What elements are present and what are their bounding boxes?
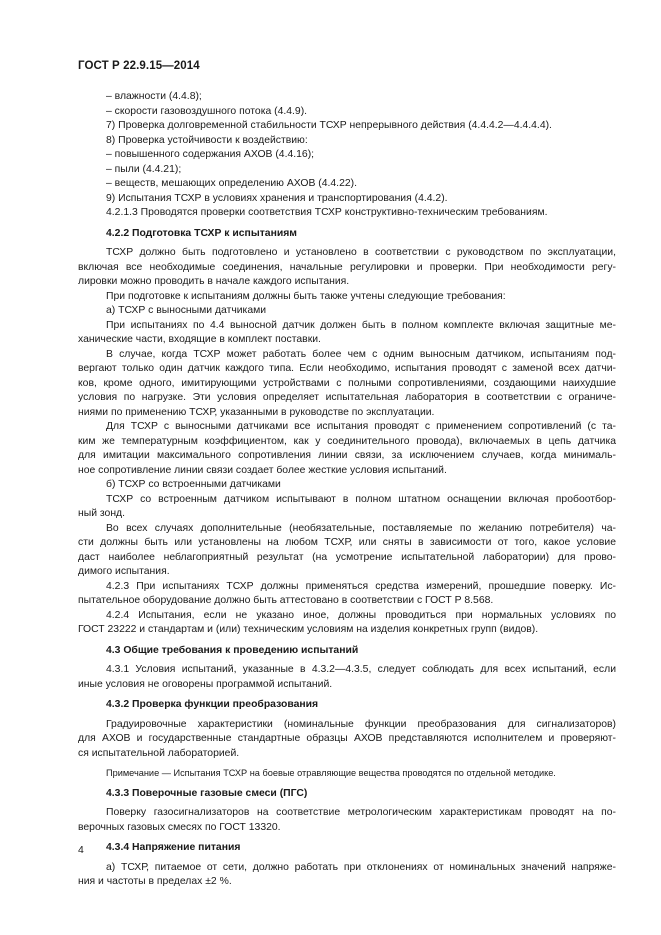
text-line: Поверку газосигнализаторов на соответствие метрологическим характеристикам проводят на по- [106,807,616,818]
text-line: 8) Проверка устойчивости к воздействию: [106,134,308,146]
text-line: б) ТСХР со встроенными датчиками [106,479,281,490]
text-line: ный зонд. [78,508,126,519]
text-line: ниями по применению ТСХР, указанными в руководстве по эксплуатации. [78,406,435,418]
text-line: – влажности (4.4.8); [106,91,202,102]
text-line: включая все необходимые соединения, начальные регулировки и проверки. При необходимости регу- [78,261,616,273]
text-line: ния и частоты в пределах ±2 %. [78,876,232,887]
text-line: условия по нагрузке. Эти условия определяет испытательная лаборатория в соответствии с ограниче- [78,392,616,403]
text-line: В случае, когда ТСХР может работать более чем с одним выносным датчиком, испытаниям под- [106,348,616,360]
text-line: ким же температурным коэффициентом, как у соединительного провода), включаемых в цепь датчика [78,435,616,447]
text-line: При подготовке к испытаниям должны быть также учтены следующие требования: [106,290,506,302]
text-line: пытательное оборудование должно быть аттестовано в соответствии с ГОСТ Р 8.568. [78,595,494,606]
text-line: 4.2.4 Испытания, если не указано иное, должны проводиться при нормальных условиях по [106,609,616,621]
text-line: для имитации максимального сопротивления линии связи, за исключением случаев, когда минималь- [78,450,616,461]
text-line: Во всех случаях дополнительные (необязательные, поставляемые по желанию потребителя) ча- [106,522,616,534]
text-line: – повышенного содержания АХОВ (4.4.16); [106,149,315,160]
section-heading: 4.3.2 Проверка функции преобразования [106,699,319,710]
text-line: Градуировочные характеристики (номинальные функции преобразования для сигнализаторов) [106,718,616,730]
text-line: иные условия не оговорены программой испытаний. [78,678,333,690]
text-line: 4.2.1.3 Проводятся проверки соответствия ТСХР конструктивно-техническим требованиям. [106,207,548,218]
document-body [78,90,616,890]
text-line: сти должны быть или установлены на любом ТСХР, или сняты в зависимости от того, какое условие [78,537,616,548]
text-line: а) ТСХР с выносными датчиками [106,305,267,316]
text-line: для АХОВ и государственные стандартные образцы АХОВ представляются исполнителем и проверяют- [78,733,616,744]
text-line: ТСХР должно быть подготовлено и установлено в соответствии с руководством по эксплуатации, [106,247,616,258]
note-line: Примечание — Испытания ТСХР на боевые отравляющие вещества проводятся по отдельной методике. [106,768,556,778]
section-heading: 4.3.4 Напряжение питания [106,842,241,853]
text-line: ТСХР со встроенным датчиком испытывают в полном штатном оснащении включая пробоотбор- [106,493,616,505]
document-header: ГОСТ Р 22.9.15—2014 [78,60,200,72]
text-line: ся испытательной лабораторией. [78,747,240,759]
text-line: Для ТСХР с выносными датчиками все испытания проводят с применением сопротивлений (с та- [106,421,616,432]
text-line: – скорости газовоздушного потока (4.4.9). [106,105,308,117]
text-line: – веществ, мешающих определению АХОВ (4.4.22). [106,178,357,189]
text-line: При испытаниях по 4.4 выносной датчик должен быть в полном комплекте включая защитные ме- [106,319,616,331]
text-line: а) ТСХР, питаемое от сети, должно работать при отклонениях от номинальных значений напряже- [106,861,616,873]
text-line: 4.3.1 Условия испытаний, указанные в 4.3.2—4.3.5, следует соблюдать для всех испытаний, если [106,664,616,675]
page-number: 4 [78,845,84,856]
section-heading: 4.3 Общие требования к проведению испытаний [106,644,359,656]
text-line: ханические части, входящие в комплект поставки. [78,334,321,345]
text-line: – пыли (4.4.21); [106,163,182,175]
section-heading: 4.2.2 Подготовка ТСХР к испытаниям [106,227,297,239]
text-line: ное сопротивление линии связи создает более жесткие условия испытаний. [78,464,447,476]
text-line: вергают только один датчик каждого типа. Если необходимо, испытания проводят с заменой всех датчи- [78,363,616,374]
text-line: димого испытания. [78,566,170,577]
text-line: ков, кроме одного, имитирующими устройствами с полными сопротивлениями, создающими наихудшие [78,377,616,389]
text-line: 4.2.3 При испытаниях ТСХР должны применяться средства измерений, прошедшие поверку. Ис- [106,580,616,592]
text-line: 9) Испытания ТСХР в условиях хранения и транспортирования (4.4.2). [106,192,448,204]
section-heading: 4.3.3 Поверочные газовые смеси (ПГС) [106,787,308,799]
text-line: лировки можно проводить в начале каждого испытания. [78,276,350,287]
text-line: верочных газовых смесях по ГОСТ 13320. [78,821,281,833]
text-line: 7) Проверка долговременной стабильности ТСХР непрерывного действия (4.4.4.2—4.4.4.4). [106,120,552,131]
text-line: ГОСТ 23222 и стандартам и (или) техническим условиям на изделия конкретных групп (видов). [78,624,539,635]
text-line: даст наиболее неблагоприятный результат (на усмотрение испытательной лаборатории) для прово- [78,551,616,563]
